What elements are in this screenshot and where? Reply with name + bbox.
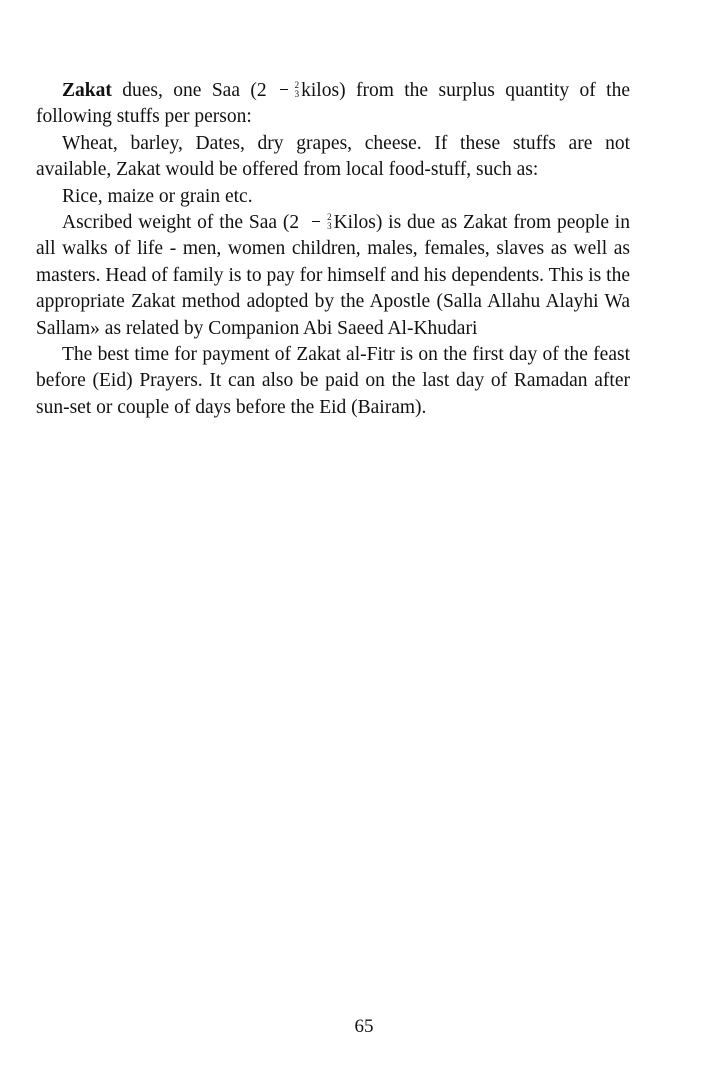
paragraph-text: dues, one Saa (2 [111,80,267,101]
paragraph-text: Ascribed weight of the Saa (2 [62,212,300,234]
page-body [36,78,630,421]
paragraph-best-time: The best time for payment of Zakat al-Fitr is on the first day of the feast before (Eid) Prayers. It can also be paid on the last day of Ramadan after sun-set or couple of days before the Eid (Bairam). [36,344,630,418]
paragraph-stuffs-list: Wheat, barley, Dates, dry grapes, cheese. If these stuffs are not available, Zakat would be offered from local food-stuff, such as: [36,132,630,181]
paragraph-alternatives: Rice, maize or grain etc. [62,185,253,207]
fraction-two-thirds [301,213,332,230]
fraction-two-thirds [269,81,300,98]
paragraph-ascribed-weight [36,210,630,342]
fraction-numerator: 2 [327,212,332,223]
paragraph-zakat-dues [36,78,630,131]
page-number: 65 [354,1016,374,1037]
paragraph-text: kilos) from the surplus quantity of the following stuffs per person: [36,80,630,128]
paragraph-text: Kilos) is due as Zakat from people in all walks of life - men, women children, males, females, slaves as well as masters. Head of family is to pay for himself and his dependents. This is the appropriate Zakat method adopted by the Apostle (Salla Allahu Alayhi Wa Sallam» as related by Companion Abi Saeed Al-Khudari [36,212,630,339]
fraction-numerator: 2 [294,80,300,91]
fraction-denominator: 3 [294,89,300,100]
bold-term-zakat: Zakat [62,80,112,101]
fraction-denominator: 3 [327,221,332,232]
